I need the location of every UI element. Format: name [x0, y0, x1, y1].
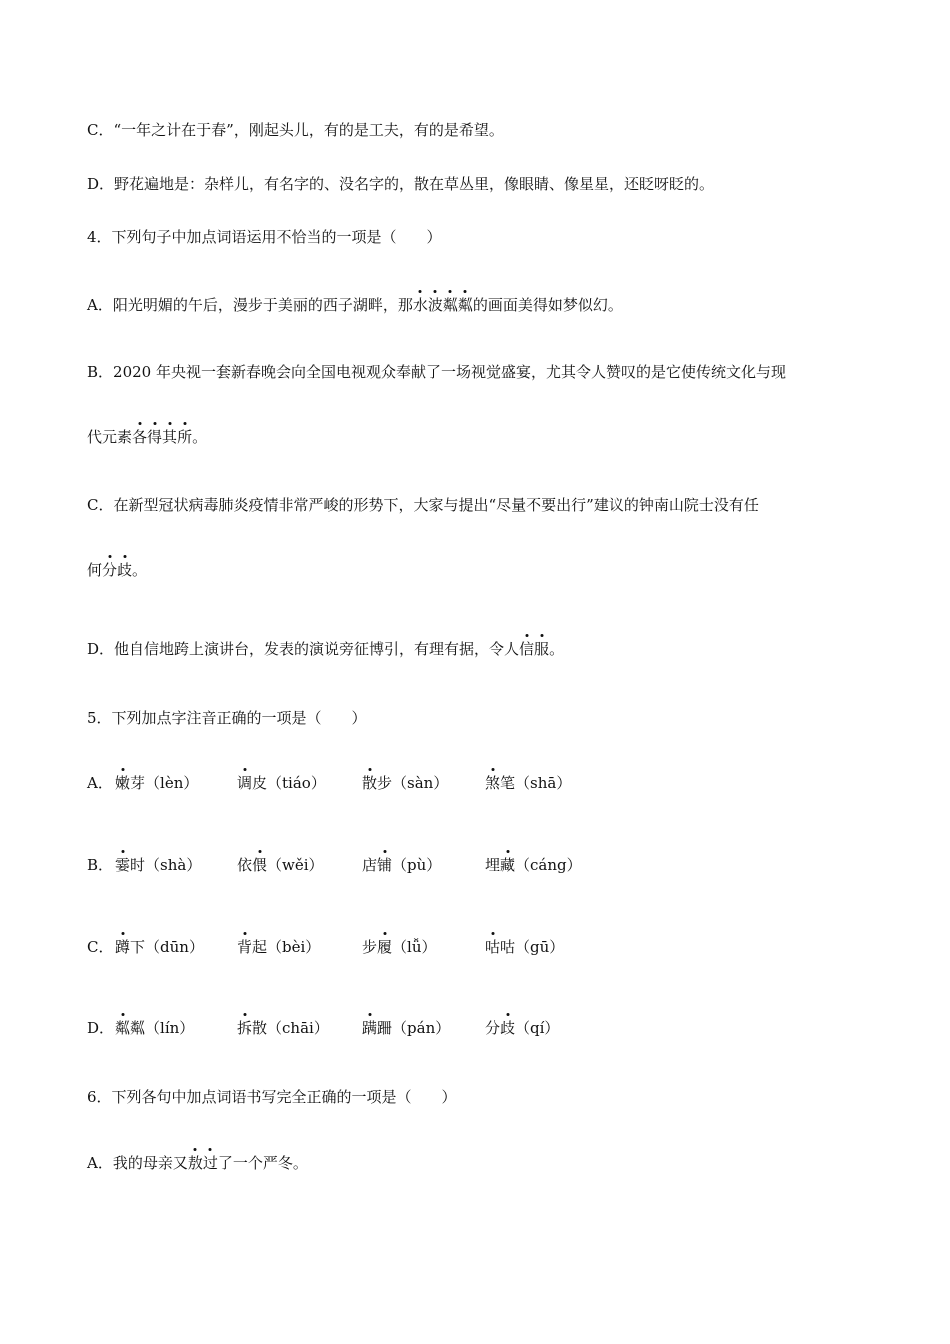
q4-d-pre: D．他自信地跨上演讲台，发表的演说旁征博引，有理有据，令人: [87, 640, 520, 658]
pinyin-annotation: （pán）: [392, 1019, 451, 1037]
word-char: 依: [237, 856, 253, 874]
q5-option-item: [237, 855, 324, 875]
emphasis-char: 歧: [117, 561, 133, 579]
q5-option-label: C．: [87, 938, 114, 956]
q4-option-c-line2: [87, 560, 147, 580]
q4-stem: 4．下列句子中加点词语运用不恰当的一项是（ ）: [87, 228, 442, 246]
q4-d-post: 。: [549, 640, 565, 658]
q4-c-pre: 何: [87, 561, 103, 579]
q4-option-b-line1: B．2020 年央视一套新春晚会向全国电视观众奉献了一场视觉盛宴，尤其令人赞叹的是它使传统文化与现: [87, 363, 786, 381]
q5-option-item: [485, 773, 571, 793]
pinyin-annotation: （lèn）: [145, 774, 199, 792]
q5-option-item: [115, 855, 201, 875]
pinyin-annotation: （bèi）: [267, 938, 321, 956]
emphasis-char: 过: [202, 1154, 218, 1172]
word-char: 粼: [130, 1019, 146, 1037]
emphasis-char: 嫩: [115, 774, 131, 792]
word-char: 分: [485, 1019, 501, 1037]
emphasis-char: 调: [237, 774, 253, 792]
q5-option-item: [115, 1018, 194, 1038]
emphasis-char: 背: [237, 938, 253, 956]
word-char: 步: [362, 938, 378, 956]
emphasis-char: 拆: [237, 1019, 253, 1037]
pinyin-annotation: （gū）: [515, 938, 565, 956]
word-char: 埋: [485, 856, 501, 874]
q4-a-dotted-word: [413, 296, 473, 314]
q3-option-d: D．野花遍地是：杂样儿，有名字的、没名字的，散在草丛里，像眼睛、像星星，还眨呀眨的。: [87, 175, 715, 193]
pinyin-annotation: （cáng）: [515, 856, 582, 874]
word-char: 下: [130, 938, 146, 956]
q4-a-post: 的画面美得如梦似幻。: [472, 296, 623, 314]
emphasis-char: 所: [177, 428, 193, 446]
q4-b-pre: 代元素: [87, 428, 133, 446]
pinyin-annotation: （sàn）: [392, 774, 449, 792]
emphasis-char: 偎: [252, 856, 268, 874]
q4-b-dotted-word: [132, 428, 192, 446]
word-char: 时: [130, 856, 146, 874]
q4-option-b-line2: [87, 427, 207, 447]
q6-stem: 6．下列各句中加点词语书写完全正确的一项是（ ）: [87, 1088, 457, 1106]
q4-b-post: 。: [192, 428, 208, 446]
emphasis-char: 铺: [377, 856, 393, 874]
q5-option-item: [362, 937, 437, 957]
q5-option-label: B．: [87, 856, 114, 874]
q5-option-item: [115, 773, 198, 793]
q5-stem: 5．下列加点字注音正确的一项是（ ）: [87, 709, 367, 727]
emphasis-char: 水: [412, 296, 428, 314]
word-char: 店: [362, 856, 378, 874]
emphasis-char: 各: [132, 428, 148, 446]
q5-option-item: [362, 855, 441, 875]
emphasis-char: 服: [534, 640, 550, 658]
q5-option-item: [237, 1018, 329, 1038]
q4-option-c-line1: C．在新型冠状病毒肺炎疫情非常严峻的形势下，大家与提出“尽量不要出行”建议的钟南山院士没有任: [87, 496, 759, 514]
word-char: 皮: [252, 774, 268, 792]
emphasis-char: 粼: [457, 296, 473, 314]
emphasis-char: 敖: [187, 1154, 203, 1172]
emphasis-char: 散: [362, 774, 378, 792]
pinyin-annotation: （shà）: [145, 856, 202, 874]
pinyin-annotation: （shā）: [515, 774, 572, 792]
pinyin-annotation: （lǚ）: [392, 938, 437, 956]
emphasis-char: 霎: [115, 856, 131, 874]
word-char: 起: [252, 938, 268, 956]
emphasis-char: 得: [147, 428, 163, 446]
emphasis-char: 咕: [485, 938, 501, 956]
emphasis-char: 波: [427, 296, 443, 314]
emphasis-char: 蹲: [115, 938, 131, 956]
q3-option-c: C．“一年之计在于春”，刚起头儿，有的是工夫，有的是希望。: [87, 121, 504, 139]
emphasis-char: 信: [519, 640, 535, 658]
q6-a-post: 了一个严冬。: [217, 1154, 308, 1172]
q4-d-dotted-word: [519, 640, 549, 658]
q4-c-dotted-word: [102, 561, 132, 579]
emphasis-char: 履: [377, 938, 393, 956]
word-char: 散: [252, 1019, 268, 1037]
q5-option-item: [115, 937, 204, 957]
word-char: 芽: [130, 774, 146, 792]
q5-option-item: [237, 937, 320, 957]
pinyin-annotation: （dūn）: [145, 938, 204, 956]
q5-option-item: [485, 855, 582, 875]
pinyin-annotation: （tiáo）: [267, 774, 326, 792]
pinyin-annotation: （chāi）: [267, 1019, 329, 1037]
q4-c-post: 。: [132, 561, 148, 579]
emphasis-char: 煞: [485, 774, 501, 792]
q5-option-item: [362, 773, 448, 793]
q6-a-dotted-word: [188, 1154, 218, 1172]
q6-option-a: [87, 1153, 308, 1173]
q5-option-item: [237, 773, 326, 793]
emphasis-char: 歧: [500, 1019, 516, 1037]
emphasis-char: 藏: [500, 856, 516, 874]
q4-option-a: [87, 295, 623, 315]
emphasis-char: 其: [162, 428, 178, 446]
pinyin-annotation: （pù）: [392, 856, 442, 874]
q4-option-d: [87, 639, 564, 659]
pinyin-annotation: （wěi）: [267, 856, 324, 874]
emphasis-char: 分: [102, 561, 118, 579]
q5-option-label: D．: [87, 1019, 115, 1037]
q6-a-pre: A．我的母亲又: [87, 1154, 188, 1172]
emphasis-char: 粼: [442, 296, 458, 314]
q5-option-label: A．: [87, 774, 113, 792]
q5-option-item: [362, 1018, 450, 1038]
q5-option-item: [485, 937, 564, 957]
word-char: 跚: [377, 1019, 393, 1037]
q4-a-pre: A．阳光明媚的午后，漫步于美丽的西子湖畔，那: [87, 296, 413, 314]
pinyin-annotation: （qí）: [515, 1019, 560, 1037]
word-char: 咕: [500, 938, 516, 956]
pinyin-annotation: （lín）: [145, 1019, 195, 1037]
word-char: 笔: [500, 774, 516, 792]
emphasis-char: 粼: [115, 1019, 131, 1037]
word-char: 步: [377, 774, 393, 792]
emphasis-char: 蹒: [362, 1019, 378, 1037]
q5-option-item: [485, 1018, 559, 1038]
